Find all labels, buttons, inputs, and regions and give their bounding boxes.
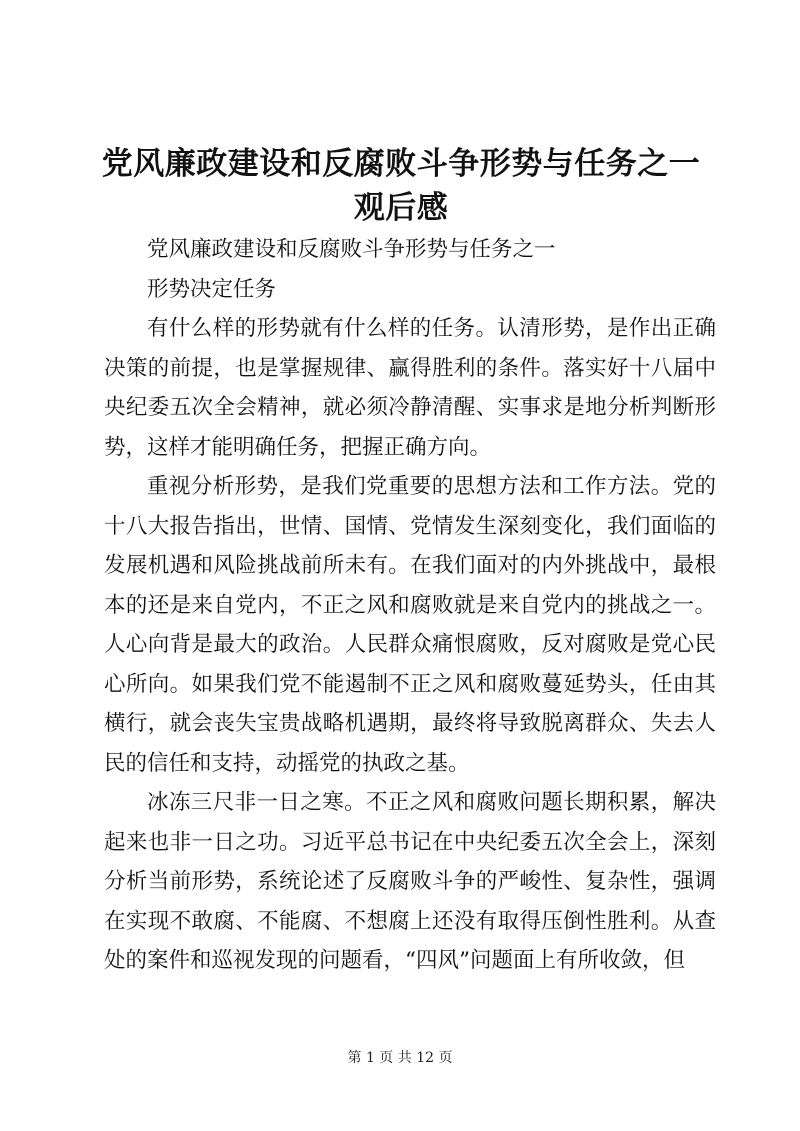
document-body	[104, 230, 716, 981]
paragraph: 有什么样的形势就有什么样的任务。认清形势，是作出正确决策的前提，也是掌握规律、赢得胜利的条件。落实好十八届中央纪委五次全会精神，就必须冷静清醒、实事求是地分析判断形势，这样才能明确任务，把握正确方向。	[104, 316, 716, 460]
page-number-footer: 第 1 页 共 12 页	[347, 1050, 453, 1066]
document-title: 党风廉政建设和反腐败斗争形势与任务之一观后感	[101, 146, 701, 226]
paragraph: 重视分析形势，是我们党重要的思想方法和工作方法。党的十八大报告指出，世情、国情、党情发生深刻变化，我们面临的发展机遇和风险挑战前所未有。在我们面对的内外挑战中，最根本的还是来自党内，不正之风和腐败就是来自党内的挑战之一。人心向背是最大的政治。人民群众痛恨腐败，反对腐败是党心民心所向。如果我们党不能遏制不正之风和腐败蔓延势头，任由其横行，就会丧失宝贵战略机遇期，最终将导致脱离群众、失去人民的信任和支持，动摇党的执政之基。	[104, 474, 716, 776]
paragraph-section-heading: 形势决定任务	[147, 276, 277, 302]
paragraph: 冰冻三尺非一日之寒。不正之风和腐败问题长期积累，解决起来也非一日之功。习近平总书记在中央纪委五次全会上，深刻分析当前形势，系统论述了反腐败斗争的严峻性、复杂性，强调在实现不敢腐、不能腐、不想腐上还没有取得压倒性胜利。从查处的案件和巡视发现的问题看，“四风”问题面上有所收敛，但	[104, 790, 716, 973]
paragraph-subtitle: 党风廉政建设和反腐败斗争形势与任务之一	[147, 237, 556, 262]
